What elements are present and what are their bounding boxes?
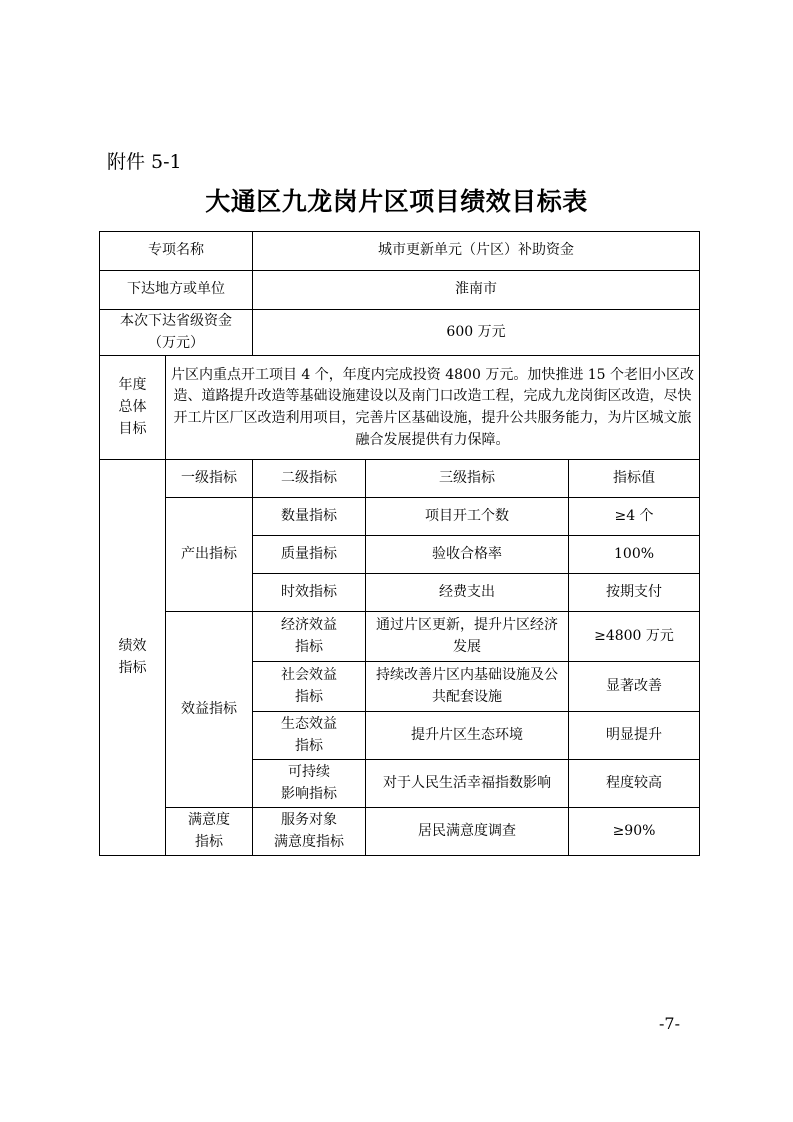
level2-indicator-line: 可持续 [288,764,330,781]
level3-indicator-line: 项目开工个数 [425,508,509,525]
info-value: 600 万元 [253,310,700,356]
indicator-row [100,498,700,536]
performance-section-label-line: 绩效 [118,638,147,655]
level3-indicator-line: 发展 [453,638,481,655]
column-header: 二级指标 [253,460,366,498]
level2-indicator-line: 社会效益 [281,667,337,684]
indicator-value: 按期支付 [569,574,700,612]
level1-indicator-line: 指标 [195,833,223,850]
annual-goal-label-line: 总体 [118,399,147,416]
indicator-value: ≥4 个 [569,498,700,536]
column-header: 指标值 [569,460,700,498]
indicator-value: ≥90% [569,808,700,856]
level3-indicator-line: 居民满意度调查 [418,823,516,840]
level3-indicator [366,612,569,662]
level3-indicator-line: 通过片区更新，提升片区经济 [376,617,558,634]
level1-indicator [166,808,253,856]
level2-indicator [253,498,366,536]
level3-indicator [366,536,569,574]
column-header: 三级指标 [366,460,569,498]
level2-indicator-line: 指标 [295,638,323,655]
indicator-value: 明显提升 [569,712,700,760]
level2-indicator-line: 影响指标 [281,785,337,802]
performance-header-row [100,460,700,498]
level3-indicator [366,712,569,760]
info-value: 淮南市 [253,271,700,310]
level2-indicator-line: 指标 [295,688,323,705]
annual-goal-label-line: 年度 [118,377,147,394]
indicator-row [100,808,700,856]
info-row-funding [100,310,700,356]
level3-indicator [366,498,569,536]
info-label-line: 本次下达省级资金 [120,313,232,329]
level2-indicator [253,662,366,712]
level3-indicator-line: 对于人民生活幸福指数影响 [383,775,551,792]
performance-section-label [100,460,166,856]
document-title: 大通区九龙岗片区项目绩效目标表 [205,187,588,216]
indicator-value: 显著改善 [569,662,700,712]
level3-indicator-line: 提升片区生态环境 [411,727,523,744]
level3-indicator-line: 经费支出 [439,584,495,601]
level3-indicator [366,808,569,856]
indicator-value: 程度较高 [569,760,700,808]
performance-section-label-line: 指标 [118,659,147,676]
level3-indicator-line: 持续改善片区内基础设施及公 [376,667,558,684]
info-value: 城市更新单元（片区）补助资金 [253,232,700,271]
column-header: 一级指标 [166,460,253,498]
level3-indicator [366,760,569,808]
level2-indicator [253,536,366,574]
level1-indicator-line: 满意度 [188,812,230,829]
level2-indicator-line: 数量指标 [281,508,337,525]
annual-goal-text: 片区内重点开工项目 4 个，年度内完成投资 4800 万元。加快推进 15 个老旧小区改造、道路提升改造等基础设施建设以及南门口改造工程，完成九龙岗街区改造，尽快开工片区厂区改造利用项目，完善片区基础设施，提升公共服务能力，为片区城文旅融合发展提供有力保障。 [166,356,700,460]
level3-indicator [366,574,569,612]
level1-indicator-line: 产出指标 [181,546,237,563]
level2-indicator [253,808,366,856]
level2-indicator [253,612,366,662]
level2-indicator-line: 时效指标 [281,584,337,601]
indicator-value: 100% [569,536,700,574]
info-row-recipient [100,271,700,310]
annual-goal-label [100,356,166,460]
level2-indicator [253,760,366,808]
indicator-value: ≥4800 万元 [569,612,700,662]
level1-indicator [166,612,253,808]
annual-goal-row [100,356,700,460]
level2-indicator-line: 服务对象 [281,812,337,829]
level2-indicator-line: 满意度指标 [274,833,344,850]
level2-indicator-line: 生态效益 [281,716,337,733]
info-label: 下达地方或单位 [100,271,253,310]
indicator-row [100,612,700,662]
level3-indicator-line: 共配套设施 [432,688,502,705]
page-number: -7- [659,1014,680,1033]
level2-indicator-line: 指标 [295,737,323,754]
level3-indicator-line: 验收合格率 [432,546,502,563]
level3-indicator [366,662,569,712]
level2-indicator [253,712,366,760]
level1-indicator [166,498,253,612]
attachment-label: 附件 5-1 [107,151,182,173]
info-row-project-name [100,232,700,271]
annual-goal-label-line: 目标 [118,420,147,437]
performance-target-table [99,231,700,856]
level2-indicator-line: 经济效益 [281,617,337,634]
level1-indicator-line: 效益指标 [181,701,237,718]
info-label-line: （万元） [148,334,204,351]
info-label [100,310,253,356]
level2-indicator [253,574,366,612]
info-label: 专项名称 [100,232,253,271]
level2-indicator-line: 质量指标 [281,546,337,563]
